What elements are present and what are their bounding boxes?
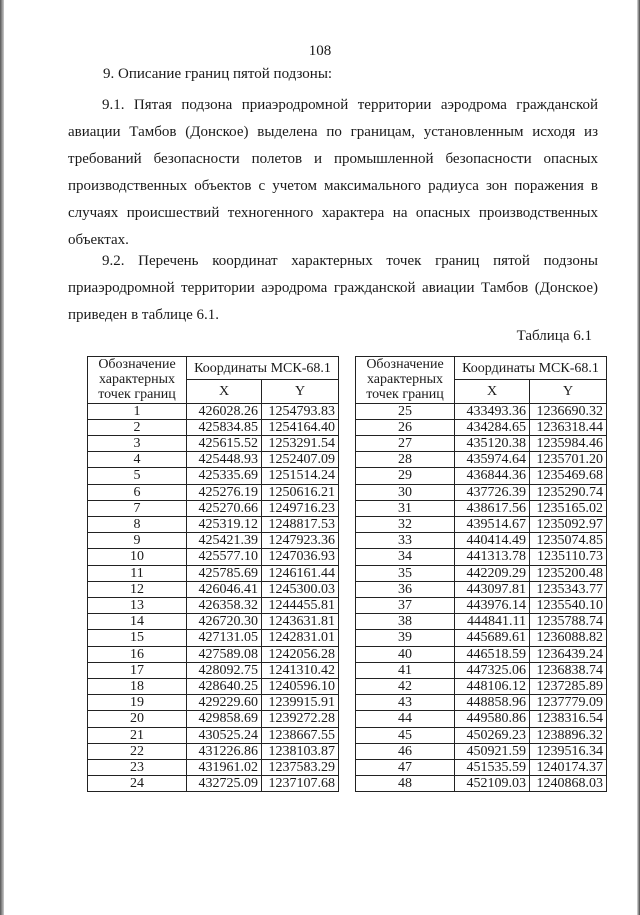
designation-header: Обозначение характерных точек границ bbox=[356, 357, 455, 404]
point-number-cell: 48 bbox=[356, 776, 455, 792]
x-coordinate-cell: 425448.93 bbox=[187, 452, 262, 468]
point-number-cell: 18 bbox=[88, 679, 187, 695]
table-row bbox=[356, 743, 607, 759]
table-row bbox=[356, 630, 607, 646]
table-row bbox=[88, 630, 339, 646]
table-row bbox=[88, 452, 339, 468]
table-row bbox=[88, 484, 339, 500]
y-coordinate-cell: 1238103.87 bbox=[262, 743, 339, 759]
table-row bbox=[356, 533, 607, 549]
point-number-cell: 32 bbox=[356, 517, 455, 533]
paragraph-9-1: 9.1. Пятая подзона приаэродромной территории аэродрома гражданской авиации Тамбов (Донское) выделена по границам, установленным исходя из требований безопасности полетов и промышленной безопасности опасных производственных объектов с учетом максимального радиуса зон поражения в случаях происшествий техногенного характера на опасных производственных объектах. bbox=[68, 97, 598, 248]
point-number-cell: 25 bbox=[356, 403, 455, 419]
table-row bbox=[88, 614, 339, 630]
table-row bbox=[356, 468, 607, 484]
y-coordinate-cell: 1252407.09 bbox=[262, 452, 339, 468]
point-number-cell: 11 bbox=[88, 565, 187, 581]
y-coordinate-cell: 1235343.77 bbox=[530, 581, 607, 597]
x-coordinate-cell: 434284.65 bbox=[455, 419, 530, 435]
point-number-cell: 46 bbox=[356, 743, 455, 759]
point-number-cell: 27 bbox=[356, 436, 455, 452]
table-row bbox=[88, 500, 339, 516]
x-coordinate-cell: 431226.86 bbox=[187, 743, 262, 759]
x-coordinate-cell: 449580.86 bbox=[455, 711, 530, 727]
x-coordinate-cell: 450921.59 bbox=[455, 743, 530, 759]
table-row bbox=[356, 565, 607, 581]
table-row bbox=[356, 517, 607, 533]
table-row bbox=[88, 662, 339, 678]
table-row bbox=[356, 549, 607, 565]
point-number-cell: 2 bbox=[88, 419, 187, 435]
designation-header: Обозначение характерных точек границ bbox=[88, 357, 187, 404]
x-header: X bbox=[187, 380, 262, 403]
table-row bbox=[88, 565, 339, 581]
y-coordinate-cell: 1236838.74 bbox=[530, 662, 607, 678]
x-coordinate-cell: 447325.06 bbox=[455, 662, 530, 678]
point-number-cell: 41 bbox=[356, 662, 455, 678]
table-row bbox=[88, 646, 339, 662]
x-coordinate-cell: 426720.30 bbox=[187, 614, 262, 630]
point-number-cell: 10 bbox=[88, 549, 187, 565]
table-row bbox=[88, 549, 339, 565]
y-coordinate-cell: 1235074.85 bbox=[530, 533, 607, 549]
table-row bbox=[88, 581, 339, 597]
table-row bbox=[356, 598, 607, 614]
y-coordinate-cell: 1237107.68 bbox=[262, 776, 339, 792]
x-coordinate-cell: 425615.52 bbox=[187, 436, 262, 452]
x-coordinate-cell: 425577.10 bbox=[187, 549, 262, 565]
x-coordinate-cell: 450269.23 bbox=[455, 727, 530, 743]
x-coordinate-cell: 426028.26 bbox=[187, 403, 262, 419]
x-coordinate-cell: 432725.09 bbox=[187, 776, 262, 792]
point-number-cell: 15 bbox=[88, 630, 187, 646]
table-row bbox=[356, 646, 607, 662]
x-coordinate-cell: 425276.19 bbox=[187, 484, 262, 500]
point-number-cell: 37 bbox=[356, 598, 455, 614]
y-coordinate-cell: 1253291.54 bbox=[262, 436, 339, 452]
y-coordinate-cell: 1241310.42 bbox=[262, 662, 339, 678]
table-row bbox=[88, 679, 339, 695]
point-number-cell: 26 bbox=[356, 419, 455, 435]
y-coordinate-cell: 1242831.01 bbox=[262, 630, 339, 646]
y-coordinate-cell: 1237779.09 bbox=[530, 695, 607, 711]
x-coordinate-cell: 425335.69 bbox=[187, 468, 262, 484]
y-coordinate-cell: 1247036.93 bbox=[262, 549, 339, 565]
y-coordinate-cell: 1237285.89 bbox=[530, 679, 607, 695]
point-number-cell: 21 bbox=[88, 727, 187, 743]
x-coordinate-cell: 433493.36 bbox=[455, 403, 530, 419]
x-coordinate-cell: 426358.32 bbox=[187, 598, 262, 614]
point-number-cell: 30 bbox=[356, 484, 455, 500]
table-row bbox=[88, 403, 339, 419]
y-coordinate-cell: 1245300.03 bbox=[262, 581, 339, 597]
y-coordinate-cell: 1238316.54 bbox=[530, 711, 607, 727]
table-row bbox=[356, 419, 607, 435]
y-coordinate-cell: 1250616.21 bbox=[262, 484, 339, 500]
table-row bbox=[88, 743, 339, 759]
table-row bbox=[356, 436, 607, 452]
y-coordinate-cell: 1248817.53 bbox=[262, 517, 339, 533]
point-number-cell: 7 bbox=[88, 500, 187, 516]
y-coordinate-cell: 1238896.32 bbox=[530, 727, 607, 743]
y-header: Y bbox=[262, 380, 339, 403]
x-coordinate-cell: 425834.85 bbox=[187, 419, 262, 435]
y-coordinate-cell: 1235701.20 bbox=[530, 452, 607, 468]
table-row bbox=[356, 614, 607, 630]
point-number-cell: 31 bbox=[356, 500, 455, 516]
y-coordinate-cell: 1242056.28 bbox=[262, 646, 339, 662]
point-number-cell: 4 bbox=[88, 452, 187, 468]
coordinates-header: Координаты МСК-68.1 bbox=[187, 357, 339, 380]
x-coordinate-cell: 426046.41 bbox=[187, 581, 262, 597]
x-coordinate-cell: 425319.12 bbox=[187, 517, 262, 533]
table-row bbox=[356, 711, 607, 727]
point-number-cell: 24 bbox=[88, 776, 187, 792]
paragraph-9-2: 9.2. Перечень координат характерных точек границ пятой подзоны приаэродромной территории аэродрома гражданской авиации Тамбов (Донское) приведен в таблице 6.1. bbox=[68, 253, 598, 323]
y-coordinate-cell: 1240174.37 bbox=[530, 760, 607, 776]
x-coordinate-cell: 425270.66 bbox=[187, 500, 262, 516]
table-row bbox=[356, 581, 607, 597]
point-number-cell: 12 bbox=[88, 581, 187, 597]
point-number-cell: 20 bbox=[88, 711, 187, 727]
point-number-cell: 34 bbox=[356, 549, 455, 565]
x-coordinate-cell: 442209.29 bbox=[455, 565, 530, 581]
table-row bbox=[88, 517, 339, 533]
table-row bbox=[356, 452, 607, 468]
y-coordinate-cell: 1249716.23 bbox=[262, 500, 339, 516]
x-coordinate-cell: 452109.03 bbox=[455, 776, 530, 792]
point-number-cell: 40 bbox=[356, 646, 455, 662]
y-coordinate-cell: 1235984.46 bbox=[530, 436, 607, 452]
y-coordinate-cell: 1254793.83 bbox=[262, 403, 339, 419]
y-coordinate-cell: 1243631.81 bbox=[262, 614, 339, 630]
table-row bbox=[88, 760, 339, 776]
point-number-cell: 6 bbox=[88, 484, 187, 500]
y-coordinate-cell: 1239272.28 bbox=[262, 711, 339, 727]
x-header: X bbox=[455, 380, 530, 403]
x-coordinate-cell: 427589.08 bbox=[187, 646, 262, 662]
point-number-cell: 42 bbox=[356, 679, 455, 695]
table-row bbox=[356, 776, 607, 792]
y-coordinate-cell: 1235110.73 bbox=[530, 549, 607, 565]
x-coordinate-cell: 425785.69 bbox=[187, 565, 262, 581]
table-row bbox=[88, 468, 339, 484]
table-row bbox=[356, 403, 607, 419]
table-row bbox=[88, 419, 339, 435]
point-number-cell: 33 bbox=[356, 533, 455, 549]
point-number-cell: 19 bbox=[88, 695, 187, 711]
scan-edge-left bbox=[0, 0, 4, 915]
point-number-cell: 17 bbox=[88, 662, 187, 678]
y-coordinate-cell: 1244455.81 bbox=[262, 598, 339, 614]
coordinates-table-right bbox=[355, 356, 607, 792]
table-row bbox=[356, 662, 607, 678]
y-coordinate-cell: 1235540.10 bbox=[530, 598, 607, 614]
y-header: Y bbox=[530, 380, 607, 403]
point-number-cell: 43 bbox=[356, 695, 455, 711]
x-coordinate-cell: 431961.02 bbox=[187, 760, 262, 776]
y-coordinate-cell: 1239915.91 bbox=[262, 695, 339, 711]
x-coordinate-cell: 436844.36 bbox=[455, 468, 530, 484]
x-coordinate-cell: 429858.69 bbox=[187, 711, 262, 727]
x-coordinate-cell: 443097.81 bbox=[455, 581, 530, 597]
x-coordinate-cell: 448106.12 bbox=[455, 679, 530, 695]
table-row bbox=[88, 695, 339, 711]
x-coordinate-cell: 446518.59 bbox=[455, 646, 530, 662]
point-number-cell: 16 bbox=[88, 646, 187, 662]
y-coordinate-cell: 1239516.34 bbox=[530, 743, 607, 759]
point-number-cell: 22 bbox=[88, 743, 187, 759]
page-number: 108 bbox=[308, 43, 332, 59]
point-number-cell: 5 bbox=[88, 468, 187, 484]
y-coordinate-cell: 1236088.82 bbox=[530, 630, 607, 646]
point-number-cell: 13 bbox=[88, 598, 187, 614]
point-number-cell: 38 bbox=[356, 614, 455, 630]
y-coordinate-cell: 1246161.44 bbox=[262, 565, 339, 581]
x-coordinate-cell: 425421.39 bbox=[187, 533, 262, 549]
x-coordinate-cell: 441313.78 bbox=[455, 549, 530, 565]
y-coordinate-cell: 1235290.74 bbox=[530, 484, 607, 500]
table-row bbox=[356, 484, 607, 500]
point-number-cell: 1 bbox=[88, 403, 187, 419]
point-number-cell: 39 bbox=[356, 630, 455, 646]
y-coordinate-cell: 1251514.24 bbox=[262, 468, 339, 484]
point-number-cell: 8 bbox=[88, 517, 187, 533]
y-coordinate-cell: 1236318.44 bbox=[530, 419, 607, 435]
point-number-cell: 28 bbox=[356, 452, 455, 468]
table-row bbox=[88, 436, 339, 452]
y-coordinate-cell: 1236439.24 bbox=[530, 646, 607, 662]
y-coordinate-cell: 1235788.74 bbox=[530, 614, 607, 630]
x-coordinate-cell: 439514.67 bbox=[455, 517, 530, 533]
point-number-cell: 45 bbox=[356, 727, 455, 743]
x-coordinate-cell: 451535.59 bbox=[455, 760, 530, 776]
x-coordinate-cell: 430525.24 bbox=[187, 727, 262, 743]
coordinates-table-left bbox=[87, 356, 339, 792]
x-coordinate-cell: 435120.38 bbox=[455, 436, 530, 452]
table-row bbox=[88, 727, 339, 743]
y-coordinate-cell: 1235200.48 bbox=[530, 565, 607, 581]
point-number-cell: 14 bbox=[88, 614, 187, 630]
x-coordinate-cell: 448858.96 bbox=[455, 695, 530, 711]
point-number-cell: 47 bbox=[356, 760, 455, 776]
table-caption: Таблица 6.1 bbox=[516, 328, 592, 344]
x-coordinate-cell: 438617.56 bbox=[455, 500, 530, 516]
x-coordinate-cell: 428092.75 bbox=[187, 662, 262, 678]
point-number-cell: 23 bbox=[88, 760, 187, 776]
point-number-cell: 9 bbox=[88, 533, 187, 549]
y-coordinate-cell: 1235165.02 bbox=[530, 500, 607, 516]
x-coordinate-cell: 429229.60 bbox=[187, 695, 262, 711]
table-row bbox=[356, 760, 607, 776]
x-coordinate-cell: 445689.61 bbox=[455, 630, 530, 646]
x-coordinate-cell: 440414.49 bbox=[455, 533, 530, 549]
x-coordinate-cell: 443976.14 bbox=[455, 598, 530, 614]
y-coordinate-cell: 1240868.03 bbox=[530, 776, 607, 792]
y-coordinate-cell: 1237583.29 bbox=[262, 760, 339, 776]
x-coordinate-cell: 435974.64 bbox=[455, 452, 530, 468]
y-coordinate-cell: 1235092.97 bbox=[530, 517, 607, 533]
y-coordinate-cell: 1236690.32 bbox=[530, 403, 607, 419]
section-heading: 9. Описание границ пятой подзоны: bbox=[103, 66, 333, 82]
point-number-cell: 36 bbox=[356, 581, 455, 597]
table-row bbox=[88, 598, 339, 614]
table-row bbox=[356, 500, 607, 516]
coordinates-header: Координаты МСК-68.1 bbox=[455, 357, 607, 380]
table-row bbox=[356, 679, 607, 695]
y-coordinate-cell: 1254164.40 bbox=[262, 419, 339, 435]
table-row bbox=[88, 776, 339, 792]
table-row bbox=[356, 695, 607, 711]
x-coordinate-cell: 428640.25 bbox=[187, 679, 262, 695]
y-coordinate-cell: 1235469.68 bbox=[530, 468, 607, 484]
y-coordinate-cell: 1240596.10 bbox=[262, 679, 339, 695]
table-row bbox=[356, 727, 607, 743]
y-coordinate-cell: 1238667.55 bbox=[262, 727, 339, 743]
x-coordinate-cell: 427131.05 bbox=[187, 630, 262, 646]
table-row bbox=[88, 533, 339, 549]
point-number-cell: 3 bbox=[88, 436, 187, 452]
point-number-cell: 44 bbox=[356, 711, 455, 727]
x-coordinate-cell: 437726.39 bbox=[455, 484, 530, 500]
table-row bbox=[88, 711, 339, 727]
point-number-cell: 29 bbox=[356, 468, 455, 484]
y-coordinate-cell: 1247923.36 bbox=[262, 533, 339, 549]
point-number-cell: 35 bbox=[356, 565, 455, 581]
x-coordinate-cell: 444841.11 bbox=[455, 614, 530, 630]
